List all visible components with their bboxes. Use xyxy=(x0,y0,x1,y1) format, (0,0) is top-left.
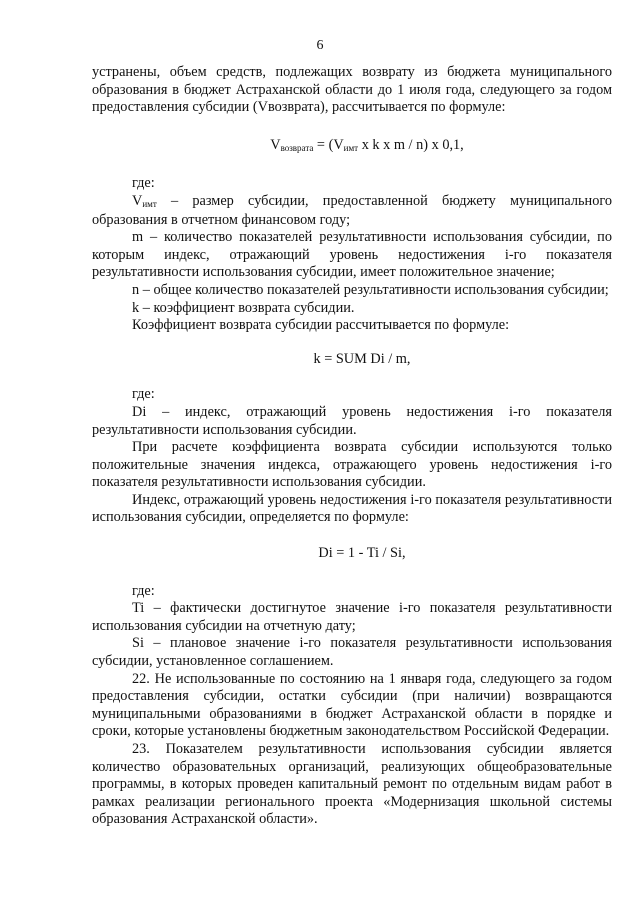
formula-k: k = SUM Di / m, xyxy=(313,350,411,367)
formula-eq-open: = (V xyxy=(313,136,344,153)
page-number: 6 xyxy=(316,38,324,53)
def-vimt-v: V xyxy=(132,192,143,209)
definition-si: Si – плановое значение i-го показателя результативности использования субсидии, установленное соглашением. xyxy=(92,635,612,670)
formula-di: Di = 1 - Ti / Si, xyxy=(318,545,406,562)
def-vimt-sub: имт xyxy=(142,198,157,209)
definition-k: k – коэффициент возврата субсидии. xyxy=(132,299,355,316)
paragraph-23: 23. Показателем результативности использования субсидии является количество образовательных организаций, реализующих общеобразовательные программы, в которых проведен капитальный ремонт по отдельным видам работ в рамках реализации регионального проекта «Модернизация школьной системы образования Астраханской области». xyxy=(92,741,612,828)
formula-sub-imt: имт xyxy=(343,142,359,153)
definition-ti: Ti – фактически достигнутое значение i-го показателя результативности использования субсидии на отчетную дату; xyxy=(92,600,612,634)
definition-di: Di – индекс, отражающий уровень недостижения i-го показателя результативности использования субсидии. xyxy=(92,403,612,438)
paragraph-positive-values: При расчете коэффициента возврата субсидии используются только положительные значения индекса, отражающего уровень недостижения i-го показателя результативности использования субсидии. xyxy=(92,439,612,491)
definition-vimt xyxy=(92,193,612,229)
def-vimt-text: – размер субсидии, предоставленной бюджету муниципального образования в отчетном финансовом году; xyxy=(92,192,612,228)
where-label-1: где: xyxy=(132,175,155,192)
formula-v: V xyxy=(270,136,281,153)
formula-rest: x k x m / n) x 0,1, xyxy=(358,136,464,153)
k-formula-intro: Коэффициент возврата субсидии рассчитывается по формуле: xyxy=(132,317,510,334)
paragraph-22: 22. Не использованные по состоянию на 1 января года, следующего за годом предоставления субсидии, остатки субсидии (при наличии) возвращаются муниципальными образованиями в бюджет Астраханской области в порядке и сроки, которые установлены бюджетным законодательством Российской Федерации. xyxy=(92,670,612,740)
definition-n: n – общее количество показателей результативности использования субсидии; xyxy=(132,281,609,298)
formula-return-volume xyxy=(92,137,612,156)
formula-sub-return: возврата xyxy=(280,142,314,153)
where-label-2: где: xyxy=(132,386,155,403)
paragraph-intro: устранены, объем средств, подлежащих возврату из бюджета муниципального образования в бюджет Астраханской области до 1 июля года, следующего за годом предоставления субсидии (Vвозврата), рассчитывается по формуле: xyxy=(92,64,612,116)
document-body xyxy=(92,64,612,829)
definition-m: m – количество показателей результативности использования субсидии, по которым индекс, отражающий уровень недостижения i-го показателя результативности использования субсидии, имеет положительное значение; xyxy=(92,229,612,281)
where-label-3: где: xyxy=(132,582,155,599)
paragraph-index-formula: Индекс, отражающий уровень недостижения i-го показателя результативности использования субсидии, определяется по формуле: xyxy=(92,491,612,526)
